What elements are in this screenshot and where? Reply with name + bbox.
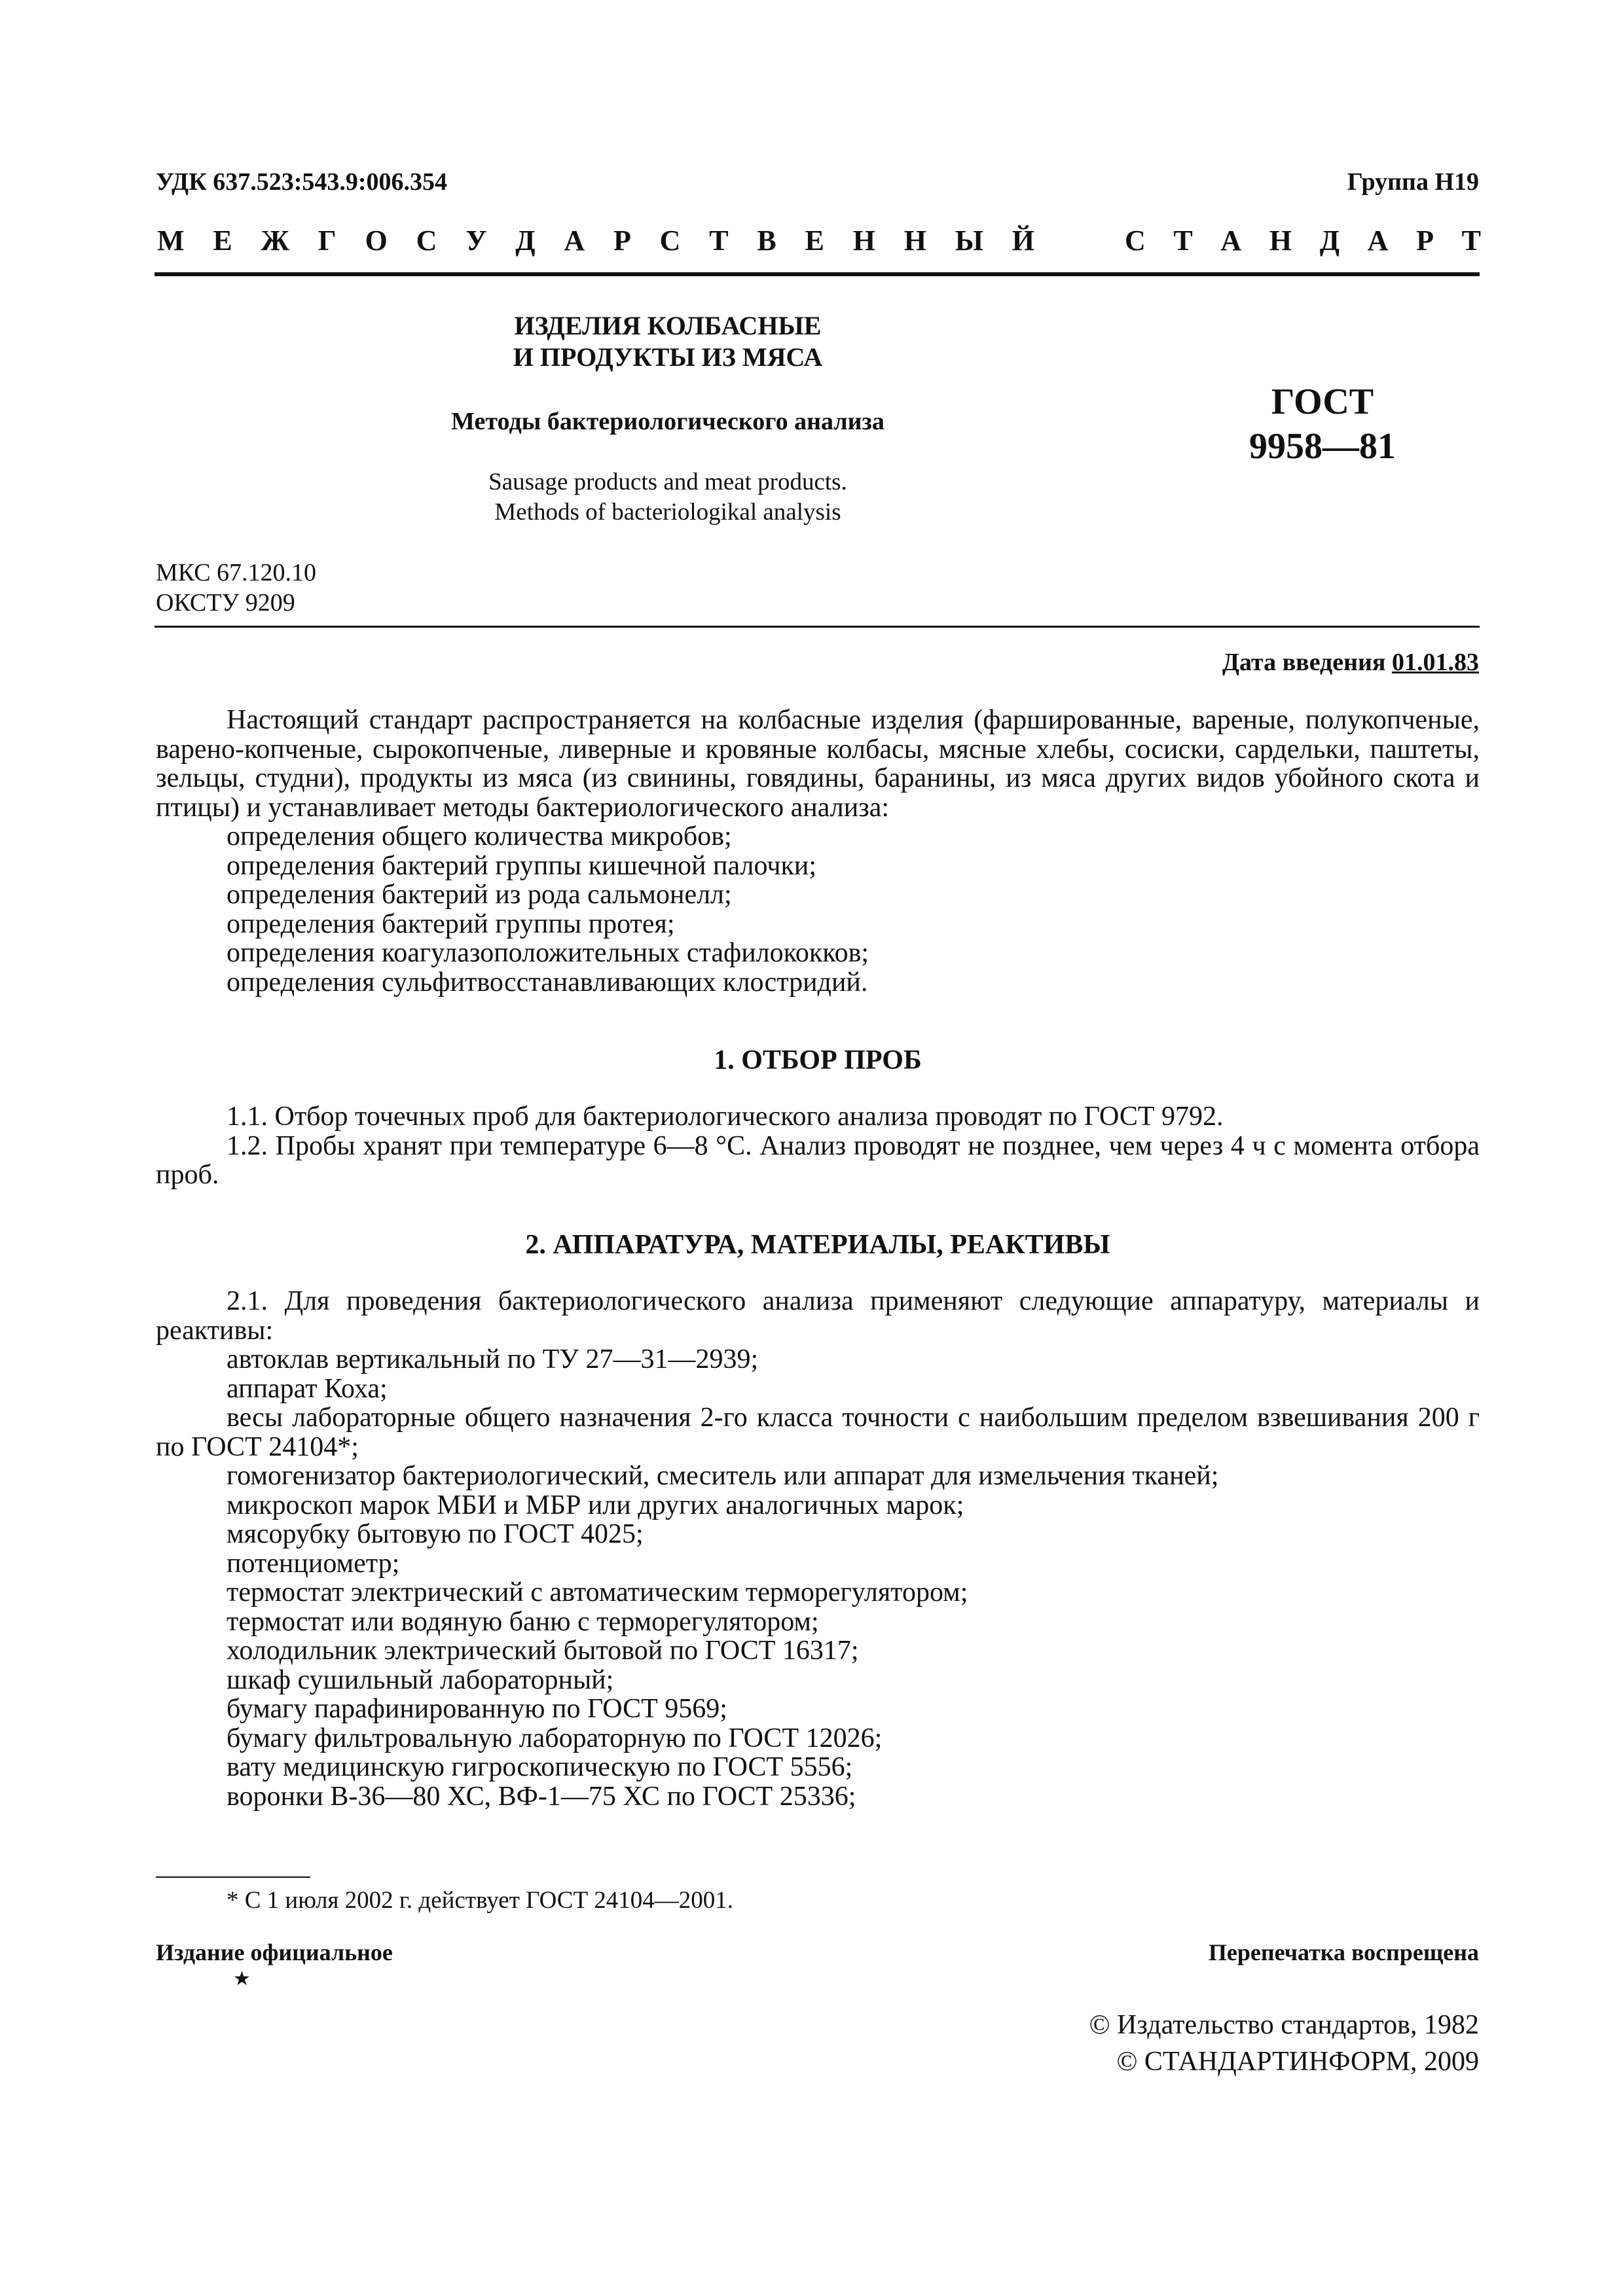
list-item: воронки В-36—80 ХС, ВФ-1—75 ХС по ГОСТ 25336;	[227, 1781, 856, 1812]
list-item: определения бактерий из рода сальмонелл;	[227, 880, 732, 910]
section-1-body	[156, 1102, 1480, 1190]
copyright-line: © СТАНДАРТИНФОРМ, 2009	[1116, 2047, 1479, 2077]
spaced-letter: Т	[1173, 224, 1193, 257]
classifier-rule	[155, 626, 1480, 628]
spaced-letter: Р	[613, 224, 631, 257]
spaced-letter: Т	[709, 224, 729, 257]
mks-code: МКС 67.120.10	[156, 559, 317, 586]
gost-number	[1224, 380, 1421, 469]
official-edition: Издание официальное	[156, 1939, 393, 1965]
section-2-body	[156, 1287, 1480, 1811]
list-item: определения общего количества микробов;	[227, 821, 732, 852]
spaced-letter: Д	[515, 224, 536, 257]
list-item: вату медицинскую гигроскопическую по ГОСТ 5556;	[227, 1752, 853, 1782]
effective-date-value: 01.01.83	[1392, 649, 1479, 676]
okstu-code: ОКСТУ 9209	[156, 589, 295, 617]
section-1-paragraph: 1.1. Отбор точечных проб для бактериологического анализа проводят по ГОСТ 9792.	[227, 1102, 1224, 1132]
reprint-notice: Перепечатка воспрещена	[1208, 1939, 1479, 1965]
spaced-letter: Д	[1319, 224, 1340, 257]
spaced-letter: Й	[1012, 224, 1034, 257]
spaced-letter: Е	[213, 224, 232, 257]
title-line-2: И ПРОДУКТЫ ИЗ МЯСА	[513, 342, 823, 372]
spaced-letter: А	[1367, 224, 1389, 257]
english-title	[393, 467, 943, 528]
spaced-letter: М	[157, 224, 185, 257]
list-item: определения сульфитвосстанавливающих клостридий.	[227, 967, 868, 997]
list-item: гомогенизатор бактериологический, смеситель или аппарат для измельчения тканей;	[227, 1461, 1219, 1491]
list-item: определения коагулазоположительных стафилококков;	[227, 938, 869, 968]
section-2-paragraph: 2.1. Для проведения бактериологического анализа применяют следующие аппаратуру, материалы и реактивы:	[156, 1286, 1480, 1346]
spaced-letter: Г	[318, 224, 337, 257]
effective-date-label: Дата введения	[1222, 649, 1386, 676]
spaced-letter: А	[564, 224, 585, 257]
spaced-letter: С	[659, 224, 681, 257]
spaced-letter: Н	[852, 224, 875, 257]
spaced-letter: Н	[1269, 224, 1292, 257]
list-item: автоклав вертикальный по ТУ 27—31—2939;	[227, 1344, 759, 1374]
list-item: аппарат Коха;	[227, 1373, 388, 1404]
gost-code: 9958—81	[1249, 426, 1396, 467]
copyright-block	[1089, 2007, 1479, 2080]
section-1-heading: 1. ОТБОР ПРОБ	[714, 1045, 922, 1075]
spaced-letter: Н	[903, 224, 926, 257]
interstate-word	[157, 224, 1034, 257]
footnote: * С 1 июля 2002 г. действует ГОСТ 24104—2001.	[227, 1887, 734, 1914]
spaced-letter: Е	[805, 224, 824, 257]
spaced-letter: Ы	[955, 224, 983, 257]
spaced-letter: С	[416, 224, 437, 257]
header-rule	[155, 272, 1480, 276]
copyright-line: © Издательство стандартов, 1982	[1089, 2010, 1479, 2040]
document-subtitle: Методы бактериологического анализа	[451, 408, 884, 435]
list-item: холодильник электрический бытовой по ГОСТ 16317;	[227, 1636, 859, 1666]
list-item: определения бактерий группы кишечной палочки;	[227, 850, 817, 881]
spaced-letter: В	[757, 224, 776, 257]
udk-code: УДК 637.523:543.9:006.354	[156, 168, 448, 196]
equipment-list	[156, 1345, 1480, 1811]
star-icon: ★	[233, 1968, 251, 1990]
list-item: определения бактерий группы протея;	[227, 908, 675, 939]
list-item: шкаф сушильный лабораторный;	[227, 1664, 614, 1695]
list-item: микроскоп марок МБИ и МБР или других аналогичных марок;	[227, 1490, 964, 1520]
section-2-heading: 2. АППАРАТУРА, МАТЕРИАЛЫ, РЕАКТИВЫ	[525, 1230, 1110, 1260]
list-item: потенциометр;	[227, 1548, 400, 1579]
spaced-letter: О	[365, 224, 388, 257]
spaced-letter: Ж	[261, 224, 289, 257]
list-item: бумагу фильтровальную лабораторную по ГОСТ 12026;	[227, 1723, 883, 1753]
list-item: бумагу парафинированную по ГОСТ 9569;	[227, 1694, 727, 1724]
footnote-rule	[156, 1876, 310, 1878]
list-item: весы лабораторные общего назначения 2-го класса точности с наибольшим пределом взвешивания 200 г по ГОСТ 24104*;	[156, 1403, 1480, 1462]
gost-label: ГОСТ	[1271, 382, 1374, 422]
effective-date	[1222, 648, 1479, 677]
group-code: Группа Н19	[1347, 168, 1479, 196]
list-item: термостат или водяную баню с терморегулятором;	[227, 1606, 819, 1637]
list-item: мясорубку бытовую по ГОСТ 4025;	[227, 1519, 644, 1549]
title-line-1: ИЗДЕЛИЯ КОЛБАСНЫЕ	[514, 311, 822, 340]
section-1-paragraph: 1.2. Пробы хранят при температуре 6—8 °С. Анализ проводят не позднее, чем через 4 ч с момента отбора проб.	[156, 1130, 1480, 1190]
standard-word	[1125, 224, 1481, 257]
spaced-letter: А	[1220, 224, 1242, 257]
intro-section	[156, 706, 1480, 997]
spaced-letter: С	[1125, 224, 1146, 257]
list-item: термостат электрический с автоматическим терморегулятором;	[227, 1577, 968, 1607]
document-title	[498, 310, 838, 373]
intro-paragraph: Настоящий стандарт распространяется на колбасные изделия (фаршированные, вареные, полукопченые, варено-копченые, сырокопченые, ливерные и кровяные колбасы, мясные хлебы, сосиски, сардельки, паштеты, зельцы, студни), продукты из мяса (из свинины, говядины, баранины, из мяса других видов убойного скота и птицы) и устанавливает методы бактериологического анализа:	[156, 705, 1480, 823]
spaced-letter: Р	[1416, 224, 1434, 257]
intro-list	[156, 822, 1480, 997]
spaced-letter: Т	[1461, 224, 1481, 257]
spaced-letter: У	[465, 224, 487, 257]
classifiers	[156, 558, 316, 618]
english-title-line-1: Sausage products and meat products.	[488, 469, 847, 495]
english-title-line-2: Methods of bacteriologikal analysis	[494, 499, 841, 526]
